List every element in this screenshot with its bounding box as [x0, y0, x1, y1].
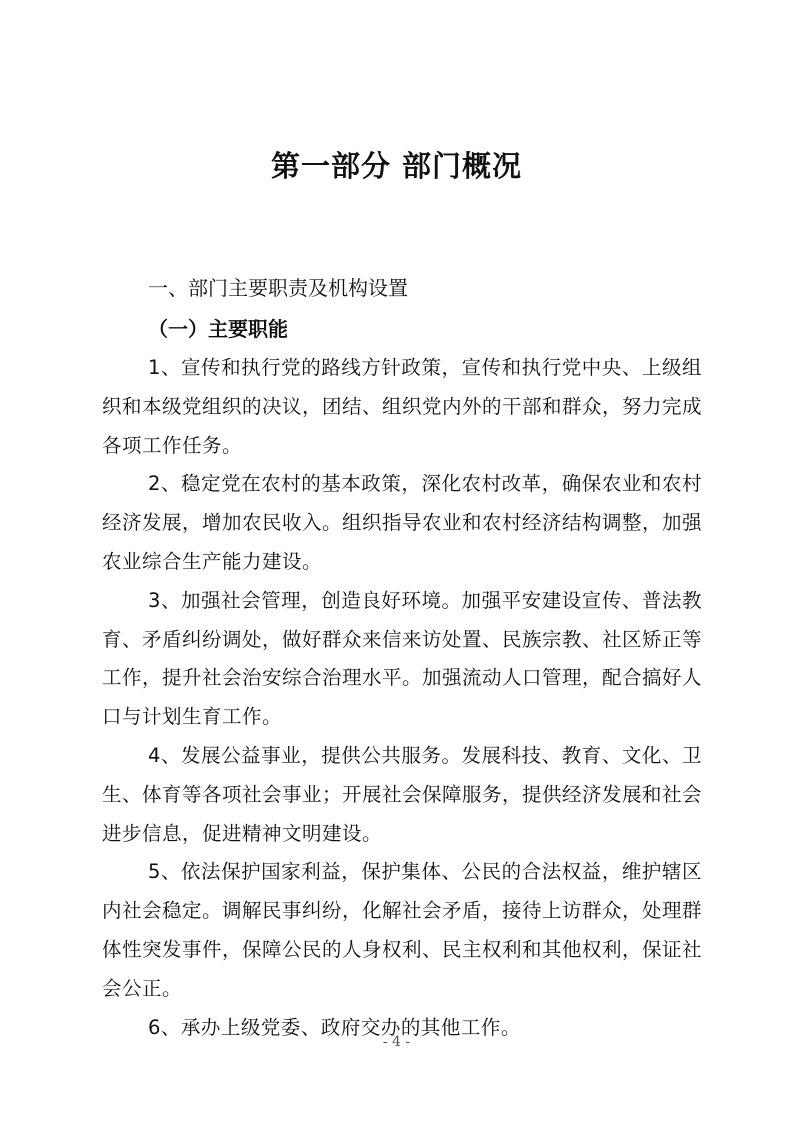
- paragraph-3: 3、加强社会管理，创造良好环境。加强平安建设宣传、普法教育、矛盾纠纷调处，做好群众来信来访处置、民族宗教、社区矫正等工作，提升社会治安综合治理水平。加强流动人口管理，配合搞好人口与计划生育工作。: [102, 588, 703, 729]
- section-heading: 一、部门主要职责及机构设置: [148, 276, 408, 300]
- page-title: 第一部分 部门概况: [270, 149, 523, 183]
- paragraph-5: 5、依法保护国家利益，保护集体、公民的合法权益，维护辖区内社会稳定。调解民事纠纷，化解社会矛盾，接待上访群众，处理群体性突发事件，保障公民的人身权利、民主权利和其他权利，保证社会公正。: [102, 860, 703, 1000]
- paragraph-6: 6、承办上级党委、政府交办的其他工作。: [148, 1015, 521, 1039]
- paragraph-1: 1、宣传和执行党的路线方针政策，宣传和执行党中央、上级组织和本级党组织的决议，团结、组织党内外的干部和群众，努力完成各项工作任务。: [102, 356, 703, 457]
- body-text: [102, 349, 702, 1047]
- subsection-heading: （一）主要职能: [148, 317, 288, 341]
- paragraph-2: 2、稳定党在农村的基本政策，深化农村改革，确保农业和农村经济发展，增加农民收入。组织指导农业和农村经济结构调整，加强农业综合生产能力建设。: [102, 472, 703, 573]
- paragraph-4: 4、发展公益事业，提供公共服务。发展科技、教育、文化、卫生、体育等各项社会事业；开展社会保障服务，提供经济发展和社会进步信息，促进精神文明建设。: [102, 743, 703, 845]
- page-number: - 4 -: [382, 1034, 411, 1050]
